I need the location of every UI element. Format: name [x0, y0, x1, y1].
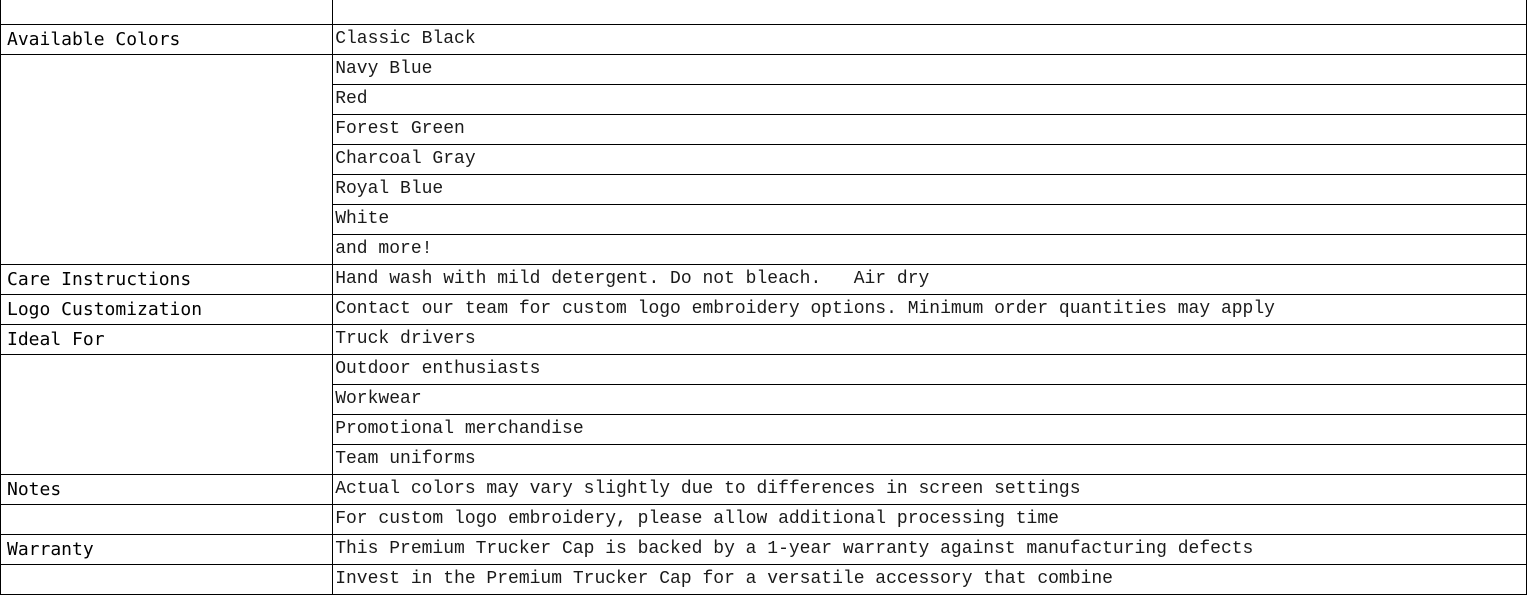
- row-value: Contact our team for custom logo embroidery options. Minimum order quantities may apply: [333, 295, 1527, 325]
- table-row: [1, 385, 1527, 415]
- table-row: [1, 445, 1527, 475]
- row-label-empty: [1, 415, 333, 445]
- row-label: Notes: [1, 475, 333, 505]
- table-row: [1, 475, 1527, 505]
- row-label-empty: [1, 235, 333, 265]
- row-value: Hand wash with mild detergent. Do not bleach. Air dry: [333, 265, 1527, 295]
- table-row: [1, 145, 1527, 175]
- row-value: Actual colors may vary slightly due to differences in screen settings: [333, 475, 1527, 505]
- row-label: [1, 0, 333, 25]
- row-value: Classic Black: [333, 25, 1527, 55]
- row-value: White: [333, 205, 1527, 235]
- table-row: [1, 535, 1527, 565]
- table-row: [1, 505, 1527, 535]
- row-value: Red: [333, 85, 1527, 115]
- row-value: Truck drivers: [333, 325, 1527, 355]
- table-row: [1, 0, 1527, 25]
- row-value: Promotional merchandise: [333, 415, 1527, 445]
- table-row: [1, 295, 1527, 325]
- row-label-empty: [1, 115, 333, 145]
- row-label-empty: [1, 205, 333, 235]
- row-label-empty: [1, 355, 333, 385]
- row-value: [333, 0, 1527, 25]
- table-row: [1, 25, 1527, 55]
- row-label-empty: [1, 85, 333, 115]
- table-row: [1, 85, 1527, 115]
- table-row: [1, 235, 1527, 265]
- row-label-empty: [1, 565, 333, 595]
- table-row: [1, 415, 1527, 445]
- row-value: Team uniforms: [333, 445, 1527, 475]
- table-row: [1, 265, 1527, 295]
- table-row: [1, 115, 1527, 145]
- row-value: and more!: [333, 235, 1527, 265]
- table-row: [1, 175, 1527, 205]
- row-label-empty: [1, 175, 333, 205]
- row-label: Available Colors: [1, 25, 333, 55]
- table-row: [1, 325, 1527, 355]
- row-value: Workwear: [333, 385, 1527, 415]
- row-value: Charcoal Gray: [333, 145, 1527, 175]
- row-value: Royal Blue: [333, 175, 1527, 205]
- row-value: Invest in the Premium Trucker Cap for a versatile accessory that combine: [333, 565, 1527, 595]
- table-row: [1, 205, 1527, 235]
- row-label: Warranty: [1, 535, 333, 565]
- table-row: [1, 565, 1527, 595]
- row-label: Care Instructions: [1, 265, 333, 295]
- row-label-empty: [1, 145, 333, 175]
- row-label: Ideal For: [1, 325, 333, 355]
- row-value: For custom logo embroidery, please allow additional processing time: [333, 505, 1527, 535]
- row-label-empty: [1, 55, 333, 85]
- row-value: Navy Blue: [333, 55, 1527, 85]
- row-label: Logo Customization: [1, 295, 333, 325]
- row-label-empty: [1, 505, 333, 535]
- table-row: [1, 55, 1527, 85]
- row-value: Forest Green: [333, 115, 1527, 145]
- row-label-empty: [1, 445, 333, 475]
- table-row: [1, 355, 1527, 385]
- row-label-empty: [1, 385, 333, 415]
- row-value: Outdoor enthusiasts: [333, 355, 1527, 385]
- row-value: This Premium Trucker Cap is backed by a 1-year warranty against manufacturing defects: [333, 535, 1527, 565]
